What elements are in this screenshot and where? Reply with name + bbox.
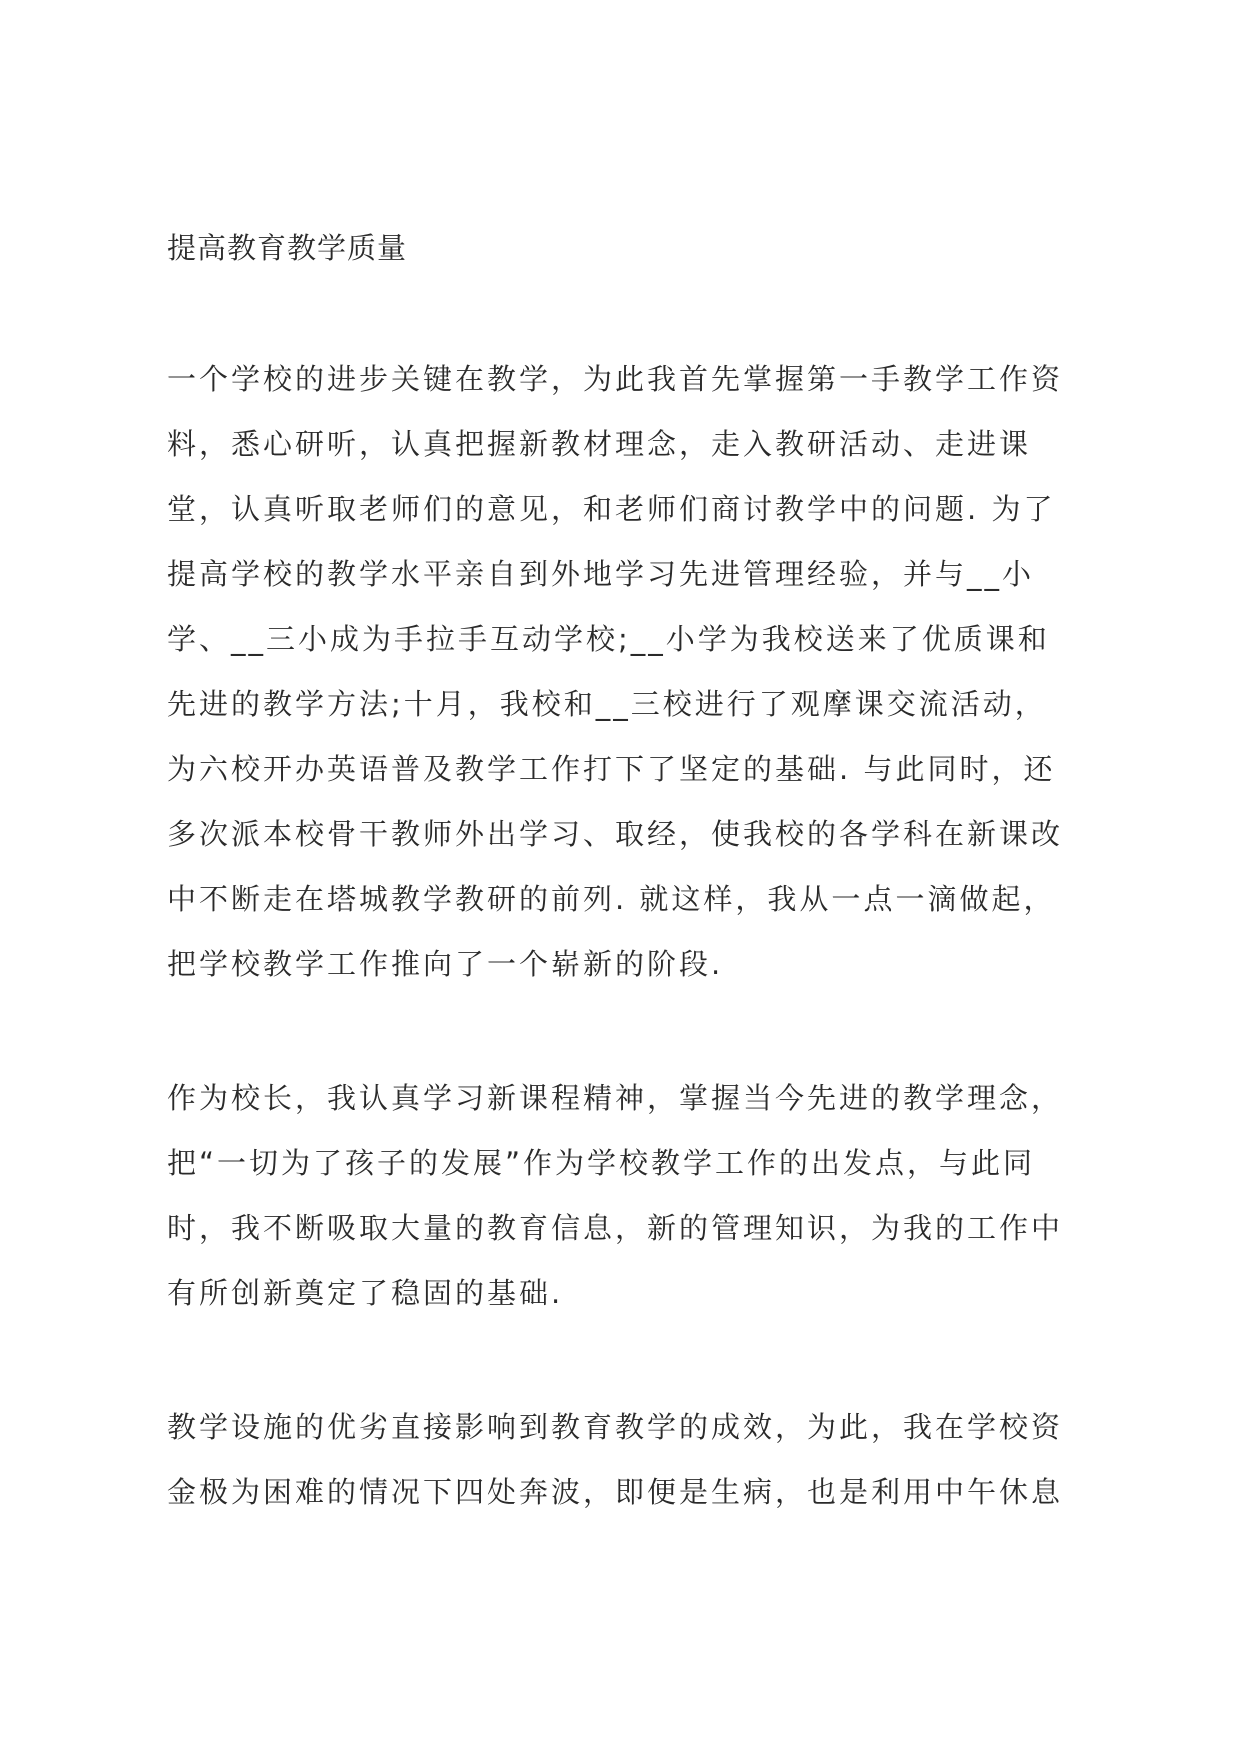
text-line: 把“一切为了孩子的发展”作为学校教学工作的出发点，与此同 [167,1146,1036,1180]
spacer [167,1338,1087,1407]
document-body [167,228,1087,1537]
text-line: 多次派本校骨干教师外出学习、取经，使我校的各学科在新课改 [167,817,1064,851]
text-line: 时，我不断吸取大量的教育信息，新的管理知识，为我的工作中 [167,1211,1064,1245]
text-line: 作为校长，我认真学习新课程精神，掌握当今先进的教学理念， [167,1081,1064,1115]
spacer [167,1009,1087,1078]
paragraph-3 [167,1407,1087,1537]
text-line: 提高学校的教学水平亲自到外地学习先进管理经验，并与__小 [167,557,1035,591]
paragraph-2 [167,1078,1087,1338]
text-line: 把学校教学工作推向了一个崭新的阶段. [167,947,724,981]
text-line: 教学设施的优劣直接影响到教育教学的成效，为此，我在学校资 [167,1410,1064,1444]
section-heading: 提高教育教学质量 [167,231,408,265]
text-line: 堂，认真听取老师们的意见，和老师们商讨教学中的问题. 为了 [167,492,1056,526]
text-line: 有所创新奠定了稳固的基础. [167,1276,564,1310]
spacer [167,268,1087,359]
text-line: 中不断走在塔城教学教研的前列. 就这样，我从一点一滴做起， [167,882,1056,916]
text-line: 金极为困难的情况下四处奔波，即便是生病，也是利用中午休息 [167,1475,1064,1509]
text-line: 为六校开办英语普及教学工作打下了坚定的基础. 与此同时，还 [167,752,1056,786]
text-line: 先进的教学方法;十月，我校和__三校进行了观摩课交流活动， [167,687,1047,721]
text-line: 料，悉心研听，认真把握新教材理念，走入教研活动、走进课 [167,427,1032,461]
text-line: 一个学校的进步关键在教学，为此我首先掌握第一手教学工作资 [167,362,1064,396]
paragraph-1 [167,359,1087,1009]
text-line: 学、__三小成为手拉手互动学校;__小学为我校送来了优质课和 [167,622,1050,656]
